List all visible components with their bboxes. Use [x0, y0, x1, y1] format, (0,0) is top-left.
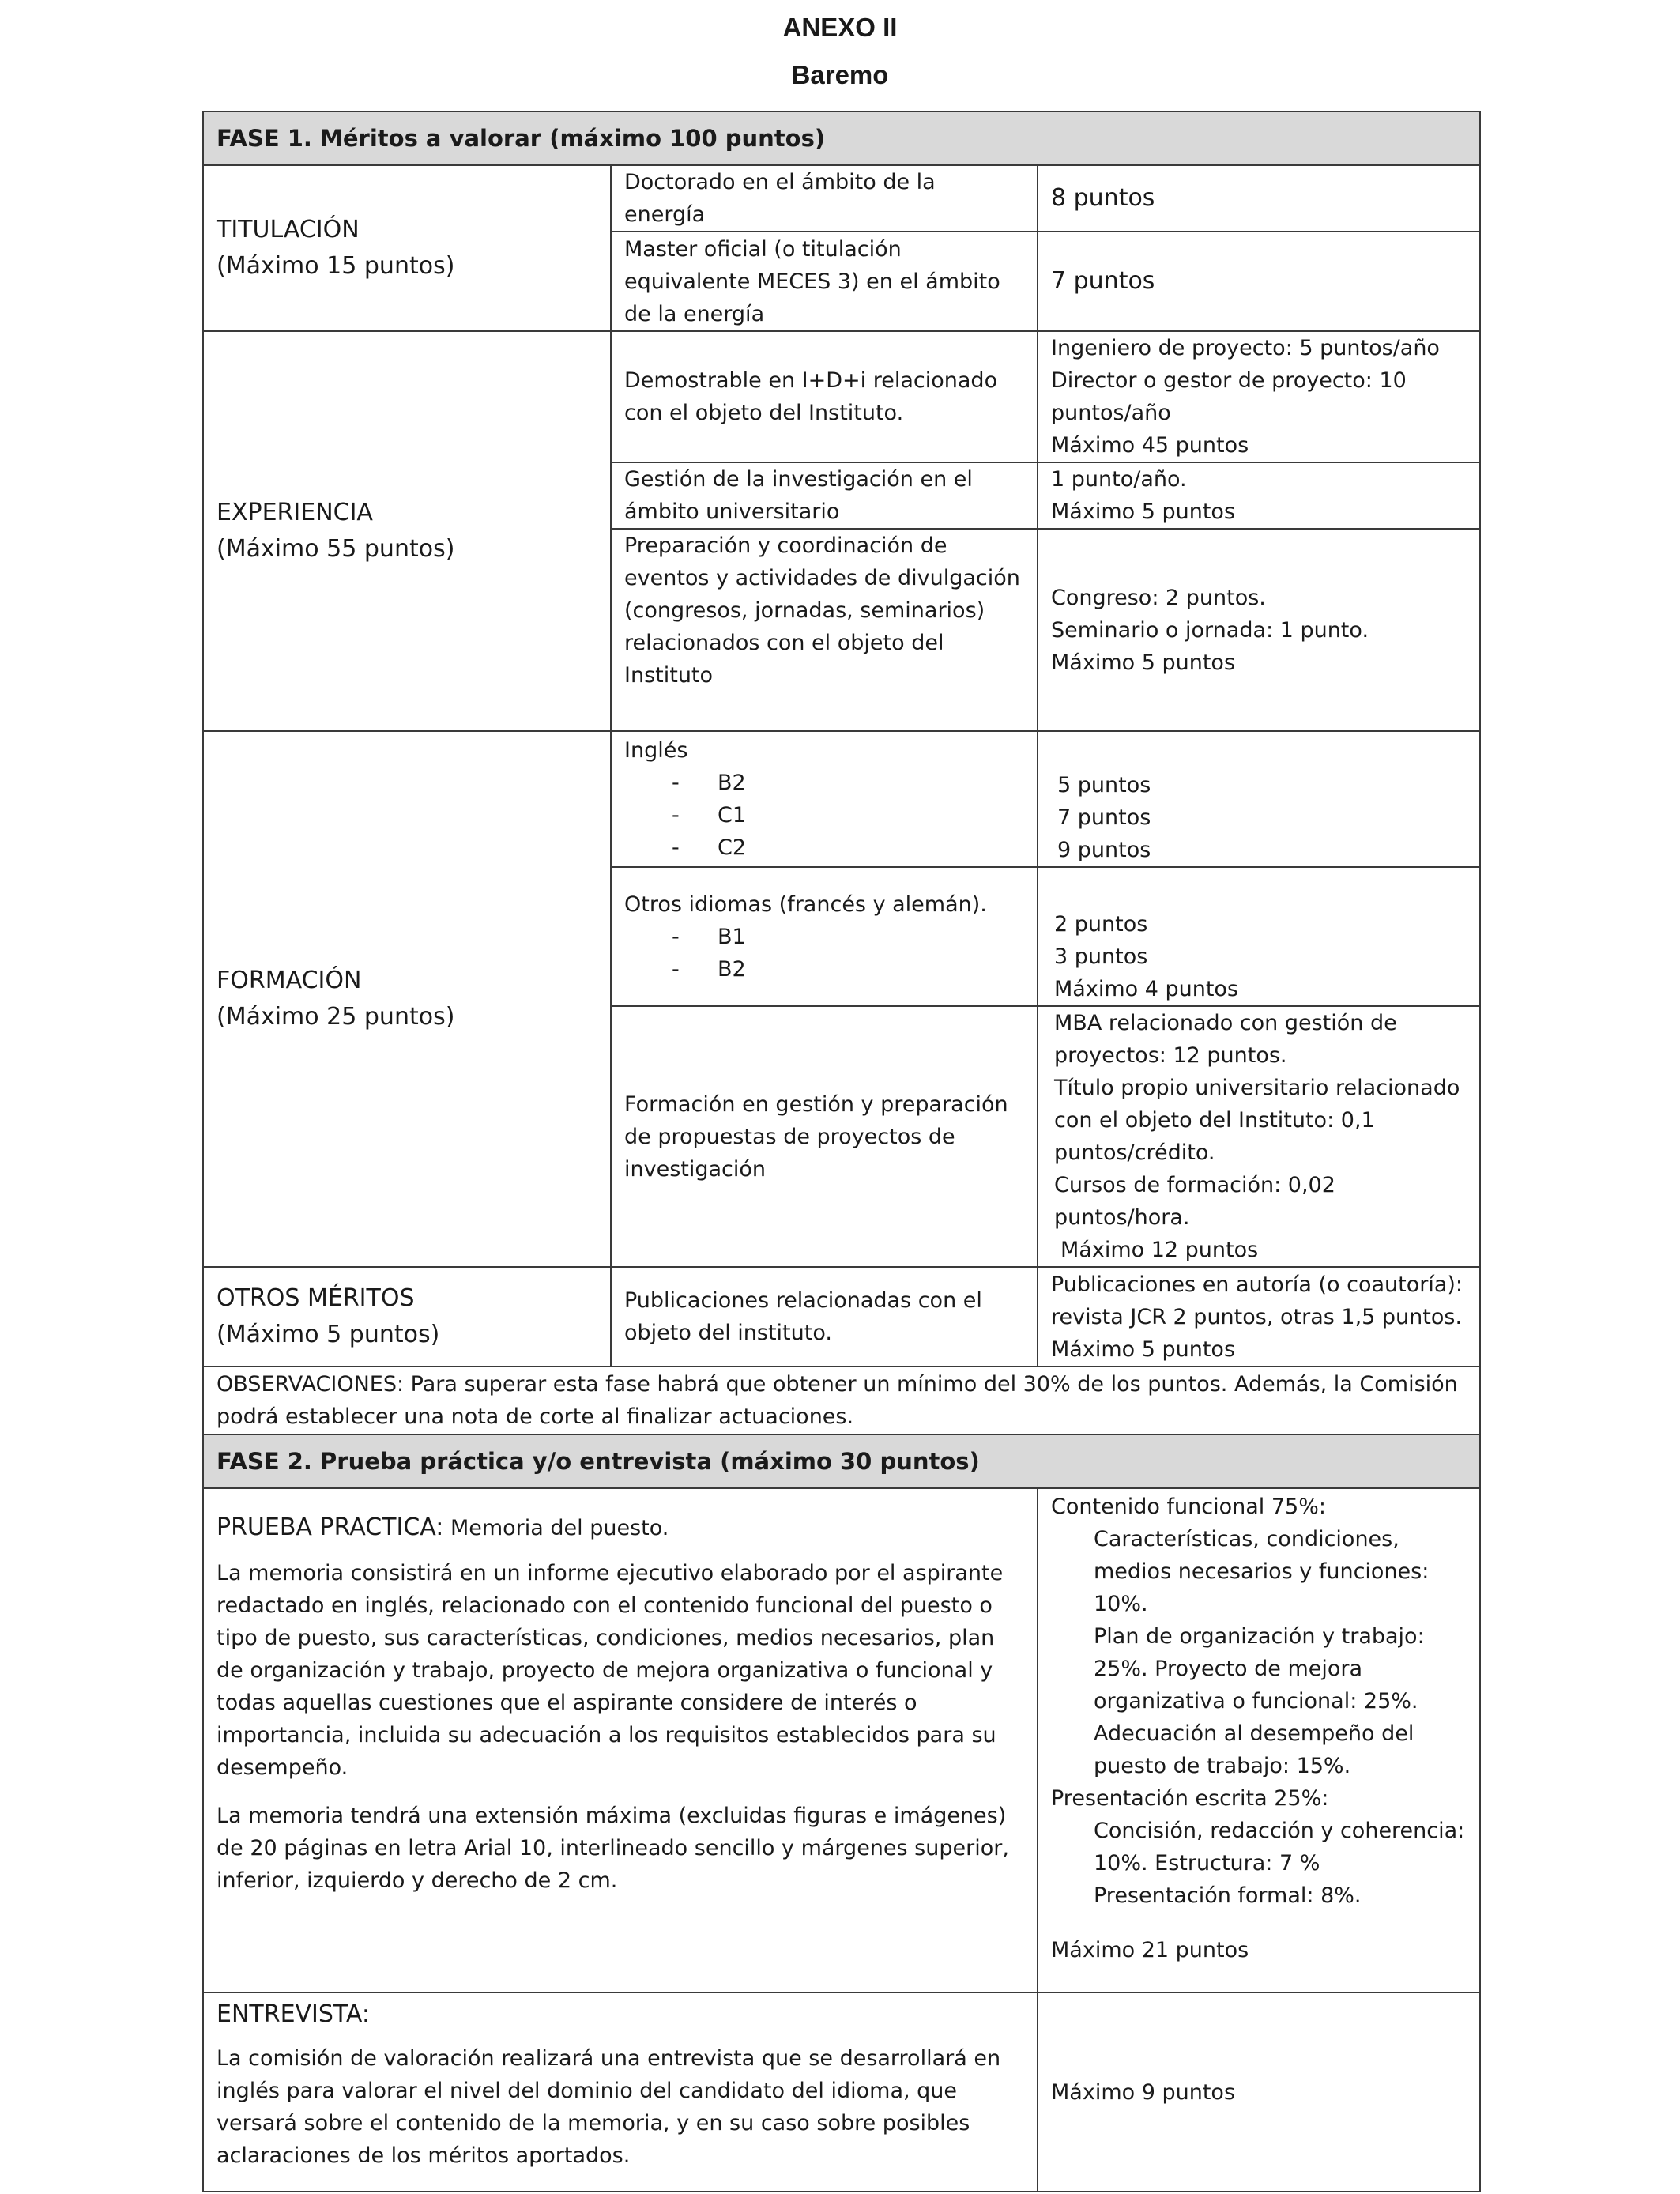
otros-meritos-label: OTROS MÉRITOS	[217, 1284, 415, 1312]
titulacion-merit-2: Master oficial (o titulación equivalente MECES 3) en el ámbito de la energía	[611, 232, 1038, 331]
list-item: - C2	[672, 835, 747, 860]
list-item: - B2	[672, 771, 746, 795]
titulacion-score-1: 8 puntos	[1038, 165, 1480, 232]
otros-meritos-merit: Publicaciones relacionadas con el objeto del instituto.	[611, 1267, 1038, 1367]
document-subtitle: Baremo	[791, 60, 889, 89]
experiencia-score-1: Ingeniero de proyecto: 5 puntos/año Director o gestor de proyecto: 10 puntos/año Máximo 45 puntos	[1038, 331, 1480, 462]
formacion-label: FORMACIÓN	[217, 967, 362, 994]
gestion-score: MBA relacionado con gestión de proyectos: 12 puntos. Título propio universitario relacionado con el objeto del Instituto: 0,1 puntos/crédito. Cursos de formación: 0,02 puntos/hora. Máximo 12 puntos	[1038, 1006, 1480, 1267]
titulacion-cell	[203, 165, 611, 331]
experiencia-score-3: Congreso: 2 puntos. Seminario o jornada: 1 punto. Máximo 5 puntos	[1038, 529, 1480, 731]
titulacion-label: TITULACIÓN	[217, 216, 360, 243]
prueba-practica-label: PRUEBA PRACTICA:	[217, 1514, 444, 1541]
entrevista-score: Máximo 9 puntos	[1038, 1992, 1480, 2192]
otros-meritos-max: (Máximo 5 puntos)	[217, 1321, 440, 1348]
fase2-header: FASE 2. Prueba práctica y/o entrevista (máximo 30 puntos)	[203, 1434, 1480, 1488]
titulacion-merit-1: Doctorado en el ámbito de la energía	[611, 165, 1038, 232]
experiencia-label: EXPERIENCIA	[217, 499, 373, 526]
otros-idiomas-merit	[611, 867, 1038, 1006]
entrevista-label: ENTREVISTA:	[217, 2000, 371, 2028]
otros-meritos-cell	[203, 1267, 611, 1367]
document-title: ANEXO II	[782, 13, 898, 42]
gestion-merit: Formación en gestión y preparación de propuestas de proyectos de investigación	[611, 1006, 1038, 1267]
experiencia-merit-1: Demostrable en I+D+i relacionado con el objeto del Instituto.	[611, 331, 1038, 462]
experiencia-merit-3: Preparación y coordinación de eventos y actividades de divulgación (congresos, jornadas, seminarios) relacionados con el objeto del Instituto	[611, 529, 1038, 731]
experiencia-merit-2: Gestión de la investigación en el ámbito universitario	[611, 462, 1038, 529]
ingles-merit	[611, 731, 1038, 867]
list-item: - B1	[672, 924, 746, 949]
formacion-max: (Máximo 25 puntos)	[217, 1003, 455, 1031]
ingles-score: 5 puntos 7 puntos 9 puntos	[1038, 731, 1480, 867]
otros-meritos-score: Publicaciones en autoría (o coautoría): revista JCR 2 puntos, otras 1,5 puntos. Máximo 5 puntos	[1038, 1267, 1480, 1367]
entrevista-cell	[203, 1992, 1038, 2192]
prueba-practica-score: Contenido funcional 75%: Características, condiciones, medios necesarios y funciones: 10%. Plan de organización y trabajo: 25%. Proyecto de mejora organizativa o funcional: 25%. Adecuación al desempeño del puesto de trabajo: 15%. Presentación escrita 25%: Concisión, redacción y coherencia: 10%. Estructura: 7 % Presentación formal: 8%. Máximo 21 puntos	[1038, 1488, 1480, 1992]
entrevista-paragraph: La comisión de valoración realizará una entrevista que se desarrollará en inglés para valorar el nivel del dominio del candidato del idioma, que versará sobre el contenido de la memoria, y en su caso sobre posibles aclaraciones de los méritos aportados.	[217, 2046, 1001, 2168]
formacion-cell	[203, 731, 611, 1267]
prueba-practica-label-rest: Memoria del puesto.	[443, 1516, 669, 1540]
titulacion-max: (Máximo 15 puntos)	[217, 252, 455, 280]
baremo-table	[202, 111, 1481, 2192]
titulacion-score-2: 7 puntos	[1038, 232, 1480, 331]
list-item: - C1	[672, 803, 747, 827]
observaciones: OBSERVACIONES: Para superar esta fase habrá que obtener un mínimo del 30% de los puntos. Además, la Comisión podrá establecer una nota de corte al finalizar actuaciones.	[203, 1367, 1480, 1434]
otros-idiomas-title: Otros idiomas (francés y alemán).	[624, 892, 987, 917]
experiencia-cell	[203, 331, 611, 731]
prueba-paragraph-1: La memoria consistirá en un informe ejecutivo elaborado por el aspirante redactado en inglés, relacionado con el contenido funcional del puesto o tipo de puesto, sus características, condiciones, medios necesarios, plan de organización y trabajo, proyecto de mejora organizativa o funcional y todas aquellas cuestiones que el aspirante considere de interés o importancia, incluida su adecuación a los requisitos establecidos para su desempeño.	[217, 1561, 1004, 1780]
ingles-title: Inglés	[624, 738, 688, 763]
prueba-paragraph-2: La memoria tendrá una extensión máxima (excluidas figuras e imágenes) de 20 páginas en letra Arial 10, interlineado sencillo y márgenes superior, inferior, izquierdo y derecho de 2 cm.	[217, 1804, 1009, 1893]
fase1-header: FASE 1. Méritos a valorar (máximo 100 puntos)	[203, 111, 1480, 165]
experiencia-max: (Máximo 55 puntos)	[217, 535, 455, 563]
prueba-practica-cell	[203, 1488, 1038, 1992]
list-item: - B2	[672, 956, 746, 982]
experiencia-score-2: 1 punto/año. Máximo 5 puntos	[1038, 462, 1480, 529]
otros-idiomas-score: 2 puntos 3 puntos Máximo 4 puntos	[1038, 867, 1480, 1006]
